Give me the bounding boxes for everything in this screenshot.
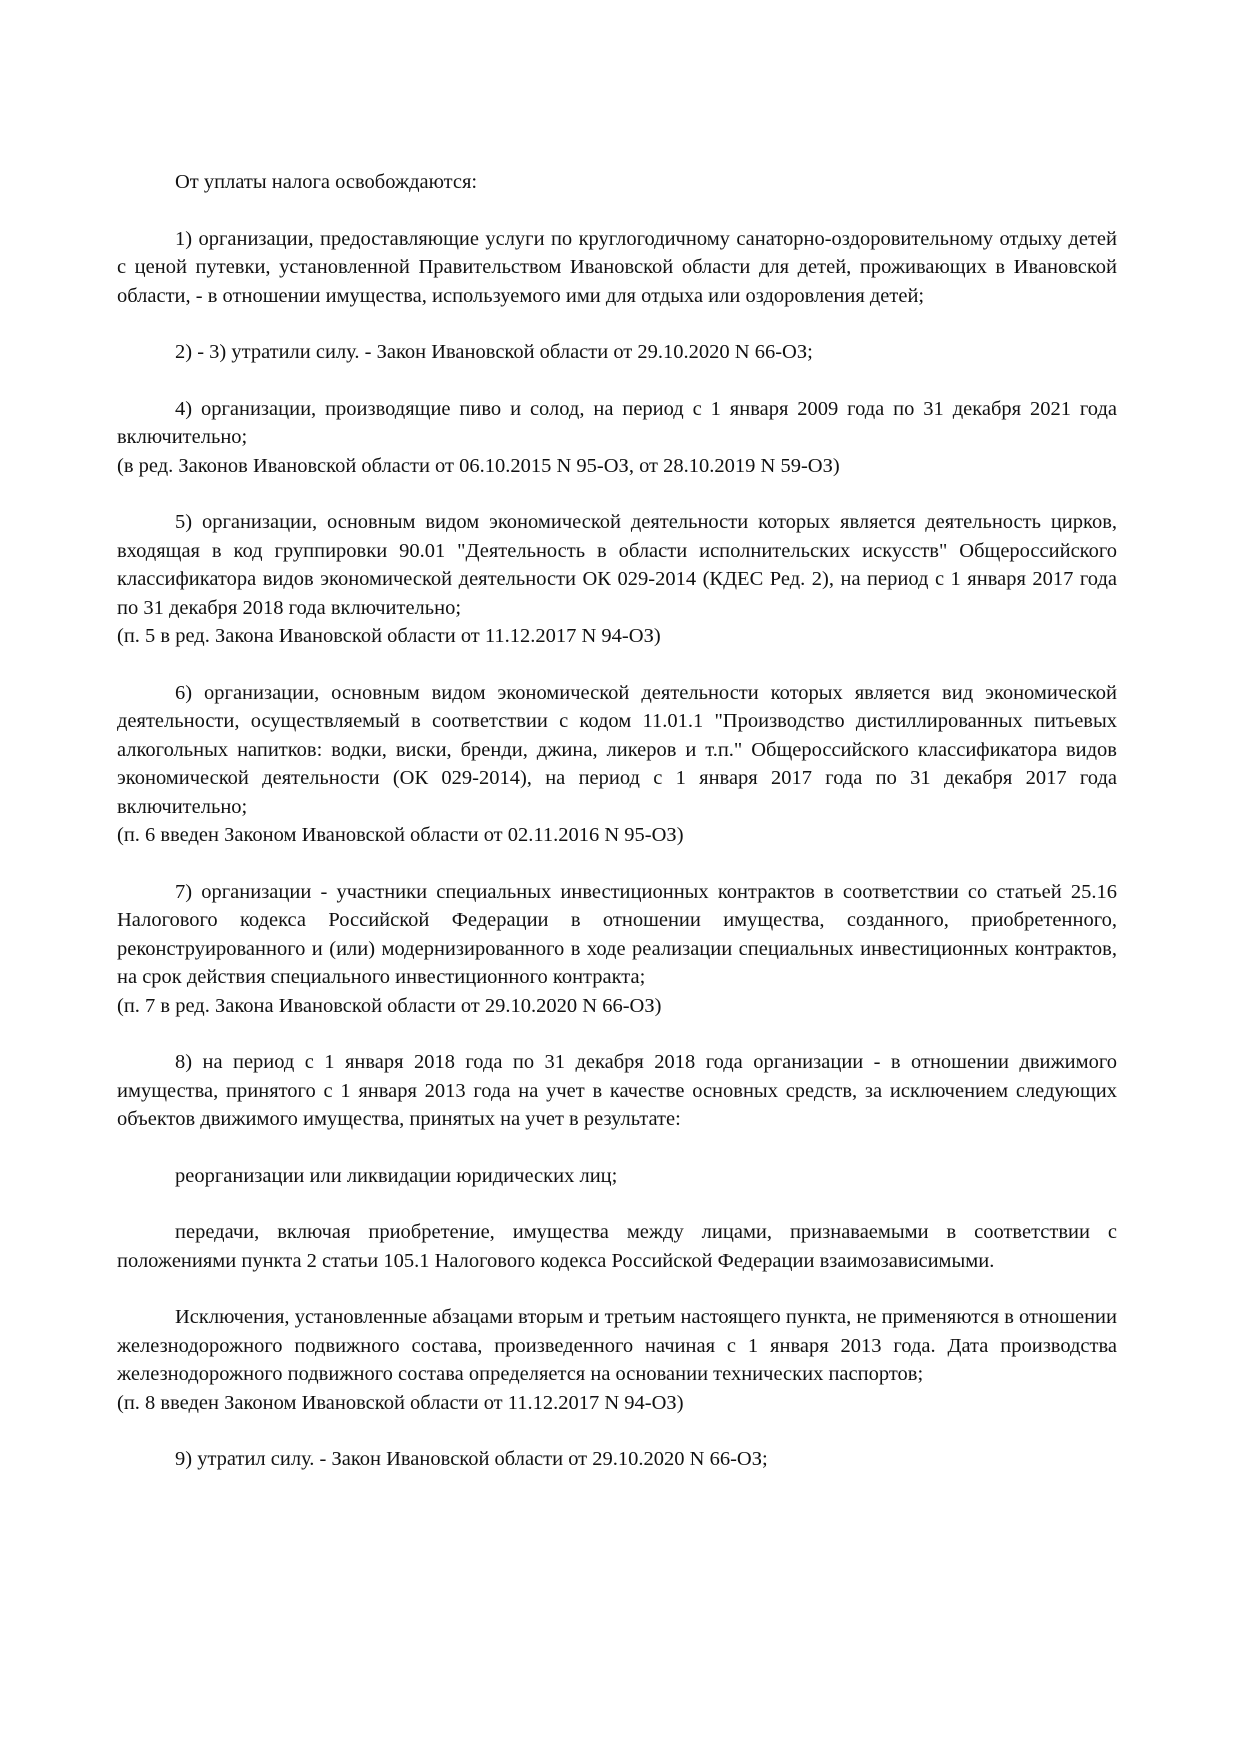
amendment-note: (п. 8 введен Законом Ивановской области от 11.12.2017 N 94-ОЗ): [117, 1391, 684, 1414]
item-text: 6) организации, основным видом экономической деятельности которых является вид экономической деятельности, осуществляемый в соответствии с кодом 11.01.1 "Производство дистиллированных питьевых алкогольных напитков: водки, виски, бренди, джина, ликеров и т.п." Общероссийского классификатора видов экономической деятельности (ОК 029-2014), на период с 1 января 2017 года по 31 декабря 2017 года включительно;: [117, 681, 1117, 818]
item-9: [117, 1445, 1117, 1474]
item-8-subparagraph-transfer: [117, 1218, 1117, 1275]
item-text: Исключения, установленные абзацами вторым и третьим настоящего пункта, не применяются в отношении железнодорожного подвижного состава, произведенного начиная с 1 января 2013 года. Дата производства железнодорожного подвижного состава определяется на основании технических паспортов;: [117, 1306, 1117, 1385]
item-8: [117, 1048, 1117, 1134]
item-8-subparagraph-reorganization: [117, 1162, 1117, 1191]
amendment-note: (п. 7 в ред. Закона Ивановской области от 29.10.2020 N 66-ОЗ): [117, 994, 662, 1017]
item-text: 4) организации, производящие пиво и солод, на период с 1 января 2009 года по 31 декабря 2021 года включительно;: [117, 397, 1117, 448]
intro-paragraph: От уплаты налога освобождаются:: [175, 171, 478, 193]
item-4: [117, 395, 1117, 481]
item-8-exceptions: [117, 1303, 1117, 1417]
item-text: 2) - 3) утратили силу. - Закон Ивановской области от 29.10.2020 N 66-ОЗ;: [175, 341, 813, 363]
item-text: 5) организации, основным видом экономической деятельности которых является деятельность цирков, входящая в код группировки 90.01 "Деятельность в области исполнительских искусств" Общероссийского классификатора видов экономической деятельности ОК 029-2014 (КДЕС Ред. 2), на период с 1 января 2017 года по 31 декабря 2018 года включительно;: [117, 511, 1117, 619]
item-7: [117, 878, 1117, 1021]
item-text: 8) на период с 1 января 2018 года по 31 декабря 2018 года организации - в отношении движимого имущества, принятого с 1 января 2013 года на учет в качестве основных средств, за исключением следующих объектов движимого имущества, принятых на учет в результате:: [117, 1051, 1117, 1130]
item-text: 9) утратил силу. - Закон Ивановской области от 29.10.2020 N 66-ОЗ;: [175, 1448, 768, 1470]
item-text: 1) организации, предоставляющие услуги по круглогодичному санаторно-оздоровительному отдыху детей с ценой путевки, установленной Правительством Ивановской области для детей, проживающих в Ивановской области, - в отношении имущества, используемого ими для отдыха или оздоровления детей;: [117, 227, 1117, 307]
amendment-note: (п. 5 в ред. Закона Ивановской области от 11.12.2017 N 94-ОЗ): [117, 625, 661, 647]
item-text: реорганизации или ликвидации юридических лиц;: [175, 1164, 618, 1187]
item-text: передачи, включая приобретение, имущества между лицами, признаваемыми в соответствии с положениями пункта 2 статьи 105.1 Налогового кодекса Российской Федерации взаимозависимыми.: [117, 1221, 1117, 1272]
item-6: [117, 679, 1117, 850]
amendment-note: (в ред. Законов Ивановской области от 06.10.2015 N 95-ОЗ, от 28.10.2019 N 59-ОЗ): [117, 454, 840, 477]
amendment-note: (п. 6 введен Законом Ивановской области от 02.11.2016 N 95-ОЗ): [117, 824, 684, 846]
item-1: [117, 225, 1117, 311]
document-page: [117, 168, 1117, 1502]
item-text: 7) организации - участники специальных инвестиционных контрактов в соответствии со статьей 25.16 Налогового кодекса Российской Федерации в отношении имущества, созданного, приобретенного, реконструированного и (или) модернизированного в ходе реализации специальных инвестиционных контрактов, на срок действия специального инвестиционного контракта;: [117, 880, 1117, 988]
item-2-3: [117, 338, 1117, 367]
item-5: [117, 508, 1117, 651]
